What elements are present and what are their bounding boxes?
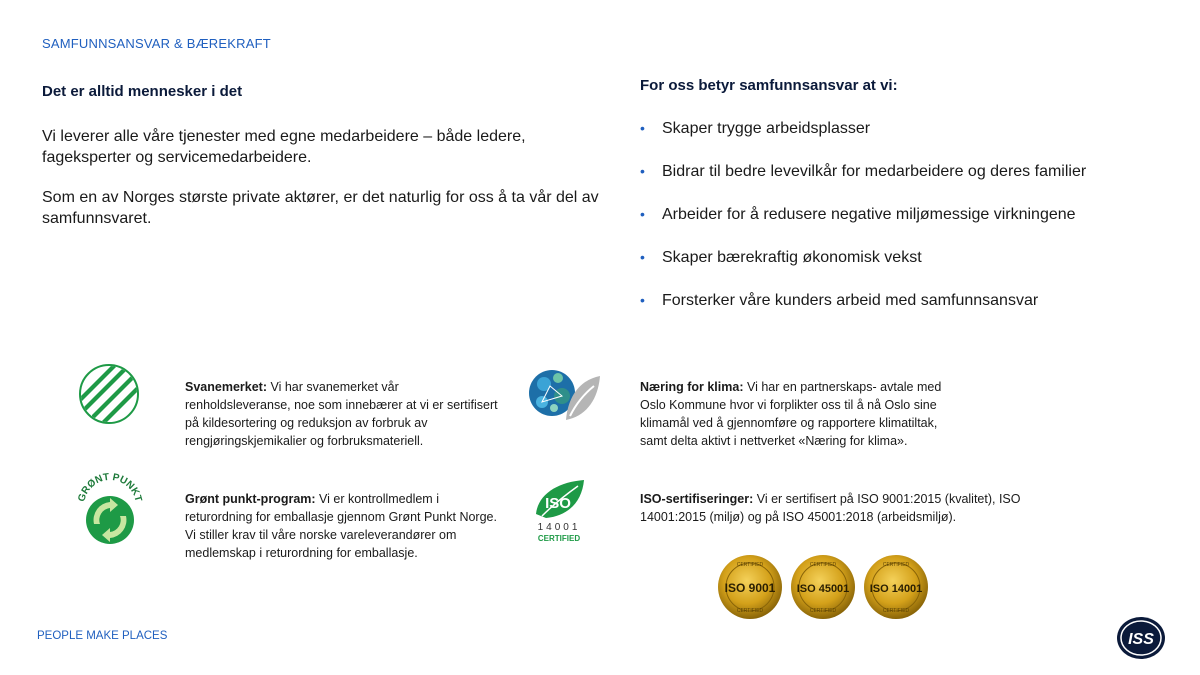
seal-ring-top: CERTIFIED: [882, 562, 910, 568]
right-heading: For oss betyr samfunnsansvar at vi:: [640, 77, 898, 94]
swan-ecolabel-icon: [78, 363, 140, 425]
iso-9001-seal: [718, 555, 782, 619]
left-heading: Det er alltid mennesker i det: [42, 83, 243, 100]
cert-text: Vi er kontrollmedlem i returordning for emballasje gjennom Grønt Punkt Norge. Vi stiller krav til våre norske vareleverandører om medlemskap i returordning for emballasje.: [185, 492, 497, 560]
svanemerket-description: [185, 378, 505, 450]
iso-description: [640, 490, 1040, 526]
iso-45001-seal: [791, 555, 855, 619]
iss-logo: [1116, 616, 1166, 665]
iso-14001-seal: [864, 555, 928, 619]
seal-ring-bottom: CERTIFIED: [882, 608, 910, 614]
gront-punkt-description: [185, 490, 505, 562]
intro-paragraph-2: Som en av Norges største private aktører, er det naturlig for oss å ta vår del av samfunnsvaret.: [42, 189, 599, 227]
gront-punkt-icon: [76, 472, 144, 552]
list-item: [640, 161, 1160, 204]
list-item-text: Skaper trygge arbeidsplasser: [662, 120, 871, 137]
list-item: [640, 247, 1160, 290]
bullet-icon: •: [640, 163, 645, 179]
iss-logo-text: ISS: [1128, 631, 1154, 648]
seal-ring-top: CERTIFIED: [809, 562, 837, 568]
cert-title: Næring for klima:: [640, 380, 744, 394]
responsibility-list: [640, 118, 1160, 333]
list-item: [640, 204, 1160, 247]
cert-title: ISO-sertifiseringer:: [640, 492, 754, 506]
cert-title: Svanemerket:: [185, 380, 267, 394]
bullet-icon: •: [640, 206, 645, 222]
list-item-text: Forsterker våre kunders arbeid med samfunnsansvar: [662, 292, 1039, 309]
cert-title: Grønt punkt-program:: [185, 492, 316, 506]
gront-punkt-label: GRØNT PUNKT: [76, 472, 144, 503]
cert-text: Vi har en partnerskaps- avtale med Oslo Kommune hvor vi forplikter oss til å nå Oslo sine klimamål ved å gjennomføre og rapportere klimatiltak, samt delta aktivt i nettverket «Næring for klima».: [640, 380, 942, 448]
list-item: [640, 118, 1160, 161]
cert-text: Vi er sertifisert på ISO 9001:2015 (kvalitet), ISO 14001:2015 (miljø) og på ISO 45001:2018 (arbeidsmiljø).: [640, 492, 1021, 524]
seal-ring-bottom: CERTIFIED: [736, 608, 764, 614]
seal-label: ISO 9001: [724, 581, 776, 595]
iso-icon-label: ISO: [545, 495, 571, 512]
seal-label: ISO 14001: [869, 583, 923, 595]
list-item-text: Bidrar til bedre levevilkår for medarbeidere og deres familier: [662, 163, 1087, 180]
list-item: [640, 290, 1160, 333]
naering-for-klima-description: [640, 378, 960, 450]
seal-ring-top: CERTIFIED: [736, 562, 764, 568]
list-item-text: Arbeider for å redusere negative miljømessige virkningene: [662, 206, 1076, 223]
section-label: SAMFUNNSANSVAR & BÆREKRAFT: [42, 36, 271, 51]
iso-icon-certified: CERTIFIED: [537, 534, 581, 543]
iso-seals: [716, 552, 936, 622]
seal-label: ISO 45001: [796, 583, 850, 595]
bullet-icon: •: [640, 249, 645, 265]
seal-ring-bottom: CERTIFIED: [809, 608, 837, 614]
iso-icon-number: 14001: [537, 522, 581, 533]
naering-for-klima-icon: [528, 366, 600, 422]
cert-text: Vi har svanemerket vår renholdsleveranse, noe som innebærer at vi er sertifisert på kildesortering og reduksjon av forbruk av rengjøringskjemikalier og forbruksmateriell.: [185, 380, 498, 448]
intro-paragraph-1: Vi leverer alle våre tjenester med egne medarbeidere – både ledere, fageksperter og servicemedarbeidere.: [42, 128, 526, 166]
bullet-icon: •: [640, 292, 645, 308]
bullet-icon: •: [640, 120, 645, 136]
iso-14001-icon: [528, 478, 590, 546]
list-item-text: Skaper bærekraftig økonomisk vekst: [662, 249, 922, 266]
footer-tagline: PEOPLE MAKE PLACES: [37, 630, 168, 642]
